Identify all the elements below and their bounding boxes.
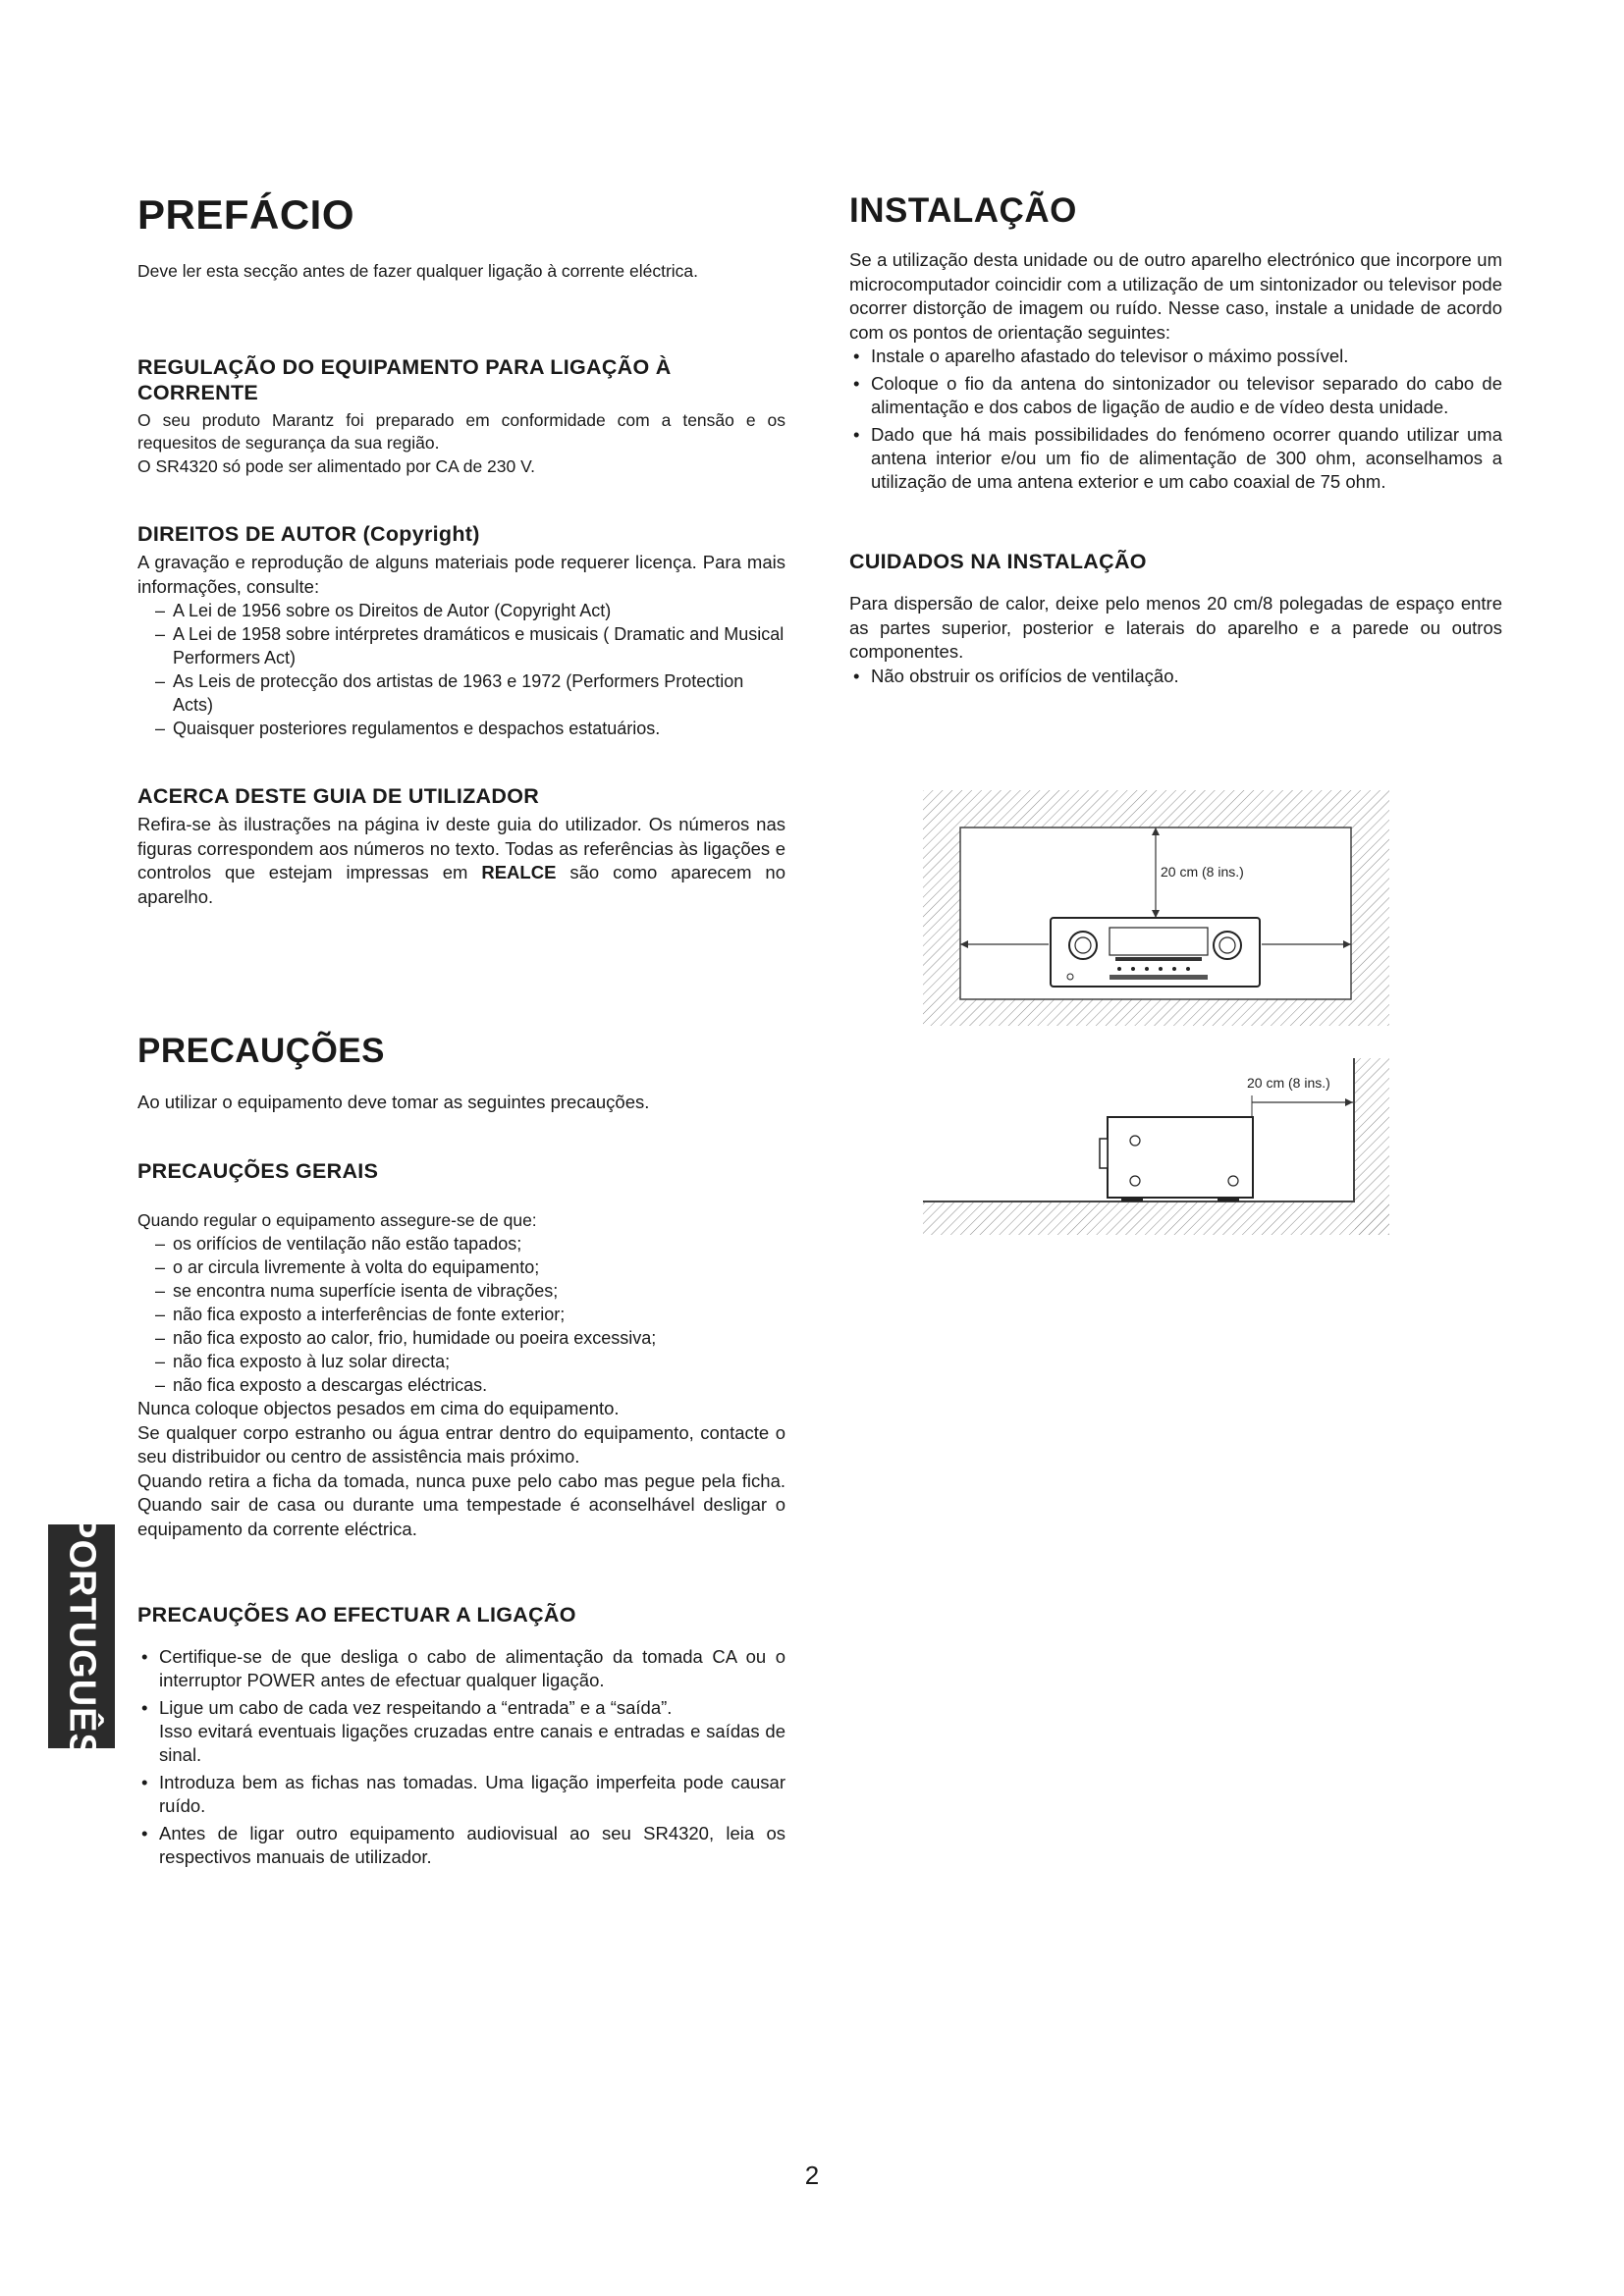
front-clearance-diagram — [923, 790, 1389, 1026]
list-item: • Coloque o fio da antena do sintonizador ou televisor separado do cabo de alimentação e dos cabos de ligação de audio e de vídeo desta unidade. — [849, 372, 1502, 419]
gerais-p2: Nunca coloque objectos pesados em cima do equipamento. — [137, 1398, 620, 1418]
acerca-text: Refira-se às ilustrações na página iv deste guia do utilizador. Os números nas figuras correspondem aos números no texto. Todas as referências às ligações e controlos que estejam impressas em REALCE são como aparecem no aparelho. — [137, 814, 786, 907]
direitos-list — [137, 599, 785, 740]
gerais-heading: PRECAUÇÕES GERAIS — [137, 1158, 379, 1183]
receiver-front-illustration — [1051, 918, 1260, 987]
list-item: • Introduza bem as fichas nas tomadas. Uma ligação imperfeita pode causar ruído. — [137, 1771, 785, 1818]
instalacao-text: Se a utilização desta unidade ou de outro aparelho electrónico que incorpore um microcomputador coincidir com a utilização de um sintonizador ou televisor pode ocorrer distorção de imagem ou ruído. Nesse caso, instale a unidade de acordo com os pontos de orientação seguintes: — [849, 249, 1502, 343]
list-item: – Quaisquer posteriores regulamentos e despachos estatuários. — [155, 717, 785, 740]
acerca-heading: ACERCA DESTE GUIA DE UTILIZADOR — [137, 784, 540, 808]
gerais-p3: Se qualquer corpo estranho ou água entrar dentro do equipamento, contacte o seu distribuidor ou centro de assistência mais próximo. — [137, 1421, 785, 1467]
list-item: – A Lei de 1958 sobre intérpretes dramáticos e musicais ( Dramatic and Musical Performers Act) — [155, 622, 785, 669]
list-item: – não fica exposto à luz solar directa; — [155, 1350, 785, 1373]
list-item: – As Leis de protecção dos artistas de 1963 e 1972 (Performers Protection Acts) — [155, 669, 785, 717]
receiver-side-illustration — [1100, 1117, 1253, 1201]
list-item: – se encontra numa superfície isenta de vibrações; — [155, 1279, 785, 1303]
instalacao-list — [849, 345, 1502, 494]
right-column — [849, 191, 1502, 692]
page-number: 2 — [804, 2161, 820, 2190]
list-item: • Antes de ligar outro equipamento audiovisual ao seu SR4320, leia os respectivos manuais de utilizador. — [137, 1822, 785, 1869]
direitos-heading: DIREITOS DE AUTOR (Copyright) — [137, 522, 480, 546]
regulacao-voltage: O SR4320 só pode ser alimentado por CA de 230 V. — [137, 455, 536, 476]
list-item: – os orifícios de ventilação não estão tapados; — [155, 1232, 785, 1255]
regulacao-text: O seu produto Marantz foi preparado em conformidade com a tensão e os requesitos de segurança da sua região. — [137, 409, 785, 453]
list-item: – A Lei de 1956 sobre os Direitos de Autor (Copyright Act) — [155, 599, 785, 622]
front-clearance-label: 20 cm (8 ins.) — [1161, 864, 1244, 880]
cuidados-heading: CUIDADOS NA INSTALAÇÃO — [849, 550, 1147, 573]
list-item: • Não obstruir os orifícios de ventilação. — [849, 665, 1502, 688]
language-tab-label: PORTUGUÊS — [61, 1514, 103, 1759]
prefacio-title: PREFÁCIO — [137, 191, 355, 238]
list-item: – o ar circula livremente à volta do equipamento; — [155, 1255, 785, 1279]
left-column — [137, 191, 785, 1873]
list-item: – não fica exposto a interferências de fonte exterior; — [155, 1303, 785, 1326]
list-item: • Certifique-se de que desliga o cabo de alimentação da tomada CA ou o interruptor POWER antes de efectuar qualquer ligação. — [137, 1645, 785, 1692]
list-item: – não fica exposto ao calor, frio, humidade ou poeira excessiva; — [155, 1326, 785, 1350]
prefacio-intro: Deve ler esta secção antes de fazer qualquer ligação à corrente eléctrica. — [137, 261, 699, 281]
gerais-p4: Quando retira a ficha da tomada, nunca puxe pelo cabo mas pegue pela ficha. Quando sair de casa ou durante uma tempestade é aconselhável desligar o equipamento da corrente eléctrica. — [137, 1469, 785, 1539]
ligacao-heading: PRECAUÇÕES AO EFECTUAR A LIGAÇÃO — [137, 1603, 576, 1627]
direitos-text: A gravação e reprodução de alguns materiais pode requerer licença. Para mais informações, consulte: — [137, 552, 785, 597]
language-tab — [48, 1514, 115, 1759]
list-item: • Dado que há mais possibilidades do fenómeno ocorrer quando utilizar uma antena interior e/ou um fio de alimentação de 300 ohm, aconselhamos a utilização de uma antena exterior e um cabo coaxial de 75 ohm. — [849, 423, 1502, 494]
precaucoes-intro: Ao utilizar o equipamento deve tomar as seguintes precauções. — [137, 1092, 650, 1112]
side-clearance-diagram — [923, 1058, 1389, 1235]
list-item: • Instale o aparelho afastado do televisor o máximo possível. — [849, 345, 1502, 368]
gerais-list — [137, 1232, 785, 1397]
realce-word: REALCE — [481, 862, 557, 882]
precaucoes-title: PRECAUÇÕES — [137, 1032, 385, 1070]
side-clearance-label: 20 cm (8 ins.) — [1247, 1075, 1330, 1091]
instalacao-title: INSTALAÇÃO — [849, 191, 1077, 230]
ligacao-list — [137, 1645, 785, 1869]
ligacao-item2-extra: Isso evitará eventuais ligações cruzadas entre canais e entradas e saídas de sinal. — [159, 1721, 785, 1765]
cuidados-list — [849, 665, 1502, 688]
gerais-lead: Quando regular o equipamento assegure-se de que: — [137, 1209, 537, 1230]
regulacao-heading: REGULAÇÃO DO EQUIPAMENTO PARA LIGAÇÃO À CORRENTE — [137, 354, 672, 404]
list-item: • Ligue um cabo de cada vez respeitando a “entrada” e a “saída”. Isso evitará eventuais ligações cruzadas entre canais e entradas e saídas de sinal. — [137, 1696, 785, 1767]
list-item: – não fica exposto a descargas eléctricas. — [155, 1373, 785, 1397]
cuidados-text: Para dispersão de calor, deixe pelo menos 20 cm/8 polegadas de espaço entre as partes superior, posterior e laterais do aparelho e a parede ou outros componentes. — [849, 593, 1502, 662]
